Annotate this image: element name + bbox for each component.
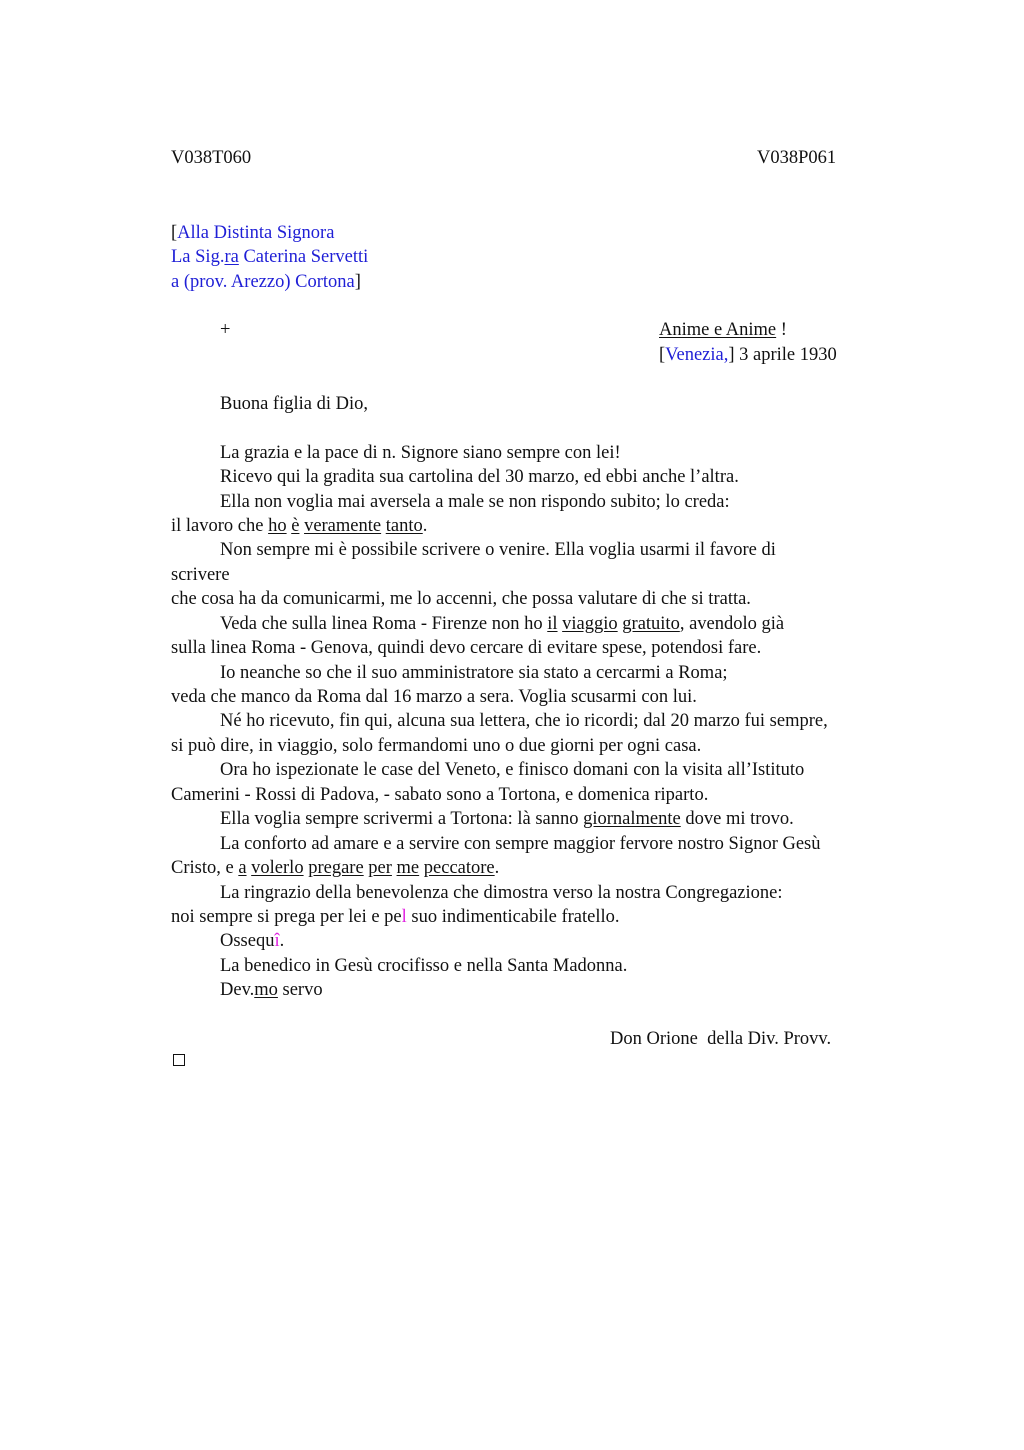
editorial-mark: l <box>401 907 407 927</box>
text-run: . <box>279 931 285 951</box>
address-recipient-name: Caterina Servetti <box>238 247 369 267</box>
end-box-icon <box>173 1054 185 1066</box>
body-line: Ella non voglia mai aversela a male se non rispondo subito; lo creda: <box>220 492 730 512</box>
underlined-abbrev: mo <box>254 980 278 1000</box>
place-date <box>659 343 837 367</box>
address-recipient-title: Alla Distinta Signora <box>177 223 335 243</box>
underlined-word: il <box>547 614 558 634</box>
address-line-1 <box>171 221 334 245</box>
body-line: La ringrazio della benevolenza che dimostra verso la nostra Congregazione: <box>220 883 783 903</box>
underlined-word: volerlo <box>251 858 304 878</box>
address-line-3 <box>171 270 361 294</box>
body-line: Ora ho ispezionate le case del Veneto, e finisco domani con la visita all’Istituto <box>220 760 805 780</box>
body-line: veda che manco da Roma dal 16 marzo a sera. Voglia scusarmi con lui. <box>171 687 697 707</box>
underlined-word: a <box>238 858 247 878</box>
bracket-close: ] <box>354 272 361 292</box>
body-line: La benedico in Gesù crocifisso e nella Santa Madonna. <box>220 956 628 976</box>
address-line-2 <box>171 245 368 269</box>
body-line: Io neanche so che il suo amministratore sia stato a cercarmi a Roma; <box>220 663 728 683</box>
text-run: servo <box>277 980 323 1000</box>
underlined-word: peccatore <box>423 858 495 878</box>
text-run: il lavoro che <box>171 516 269 536</box>
document-code-left: V038T060 <box>171 148 252 168</box>
body-line <box>220 612 784 636</box>
underlined-word: viaggio <box>562 614 618 634</box>
text-run: Cristo, e <box>171 858 239 878</box>
place: Venezia, <box>665 345 729 365</box>
text-run: . <box>422 516 428 536</box>
underlined-word: ho <box>268 516 287 536</box>
address-location: a (prov. Arezzo) Cortona <box>171 272 355 292</box>
motto-text: Anime e Anime <box>659 320 777 340</box>
body-line: La conforto ad amare e a servire con sempre maggior fervore nostro Signor Gesù <box>220 834 821 854</box>
place-bracket: [ <box>659 345 666 365</box>
text-run: suo indimenticabile fratello. <box>406 907 620 927</box>
body-line: La grazia e la pace di n. Signore siano sempre con lei! <box>220 443 621 463</box>
editorial-mark: î <box>274 931 280 951</box>
text-run: Ella voglia sempre scrivermi a Tortona: là sanno <box>220 809 584 829</box>
body-line: Ricevo qui la gradita sua cartolina del 30 marzo, ed ebbi anche l’altra. <box>220 467 739 487</box>
text-run: Veda che sulla linea Roma - Firenze non ho <box>220 614 548 634</box>
signature: Don Orione della Div. Provv. <box>610 1029 832 1049</box>
document-code-right: V038P061 <box>757 148 837 168</box>
underlined-word: me <box>396 858 420 878</box>
text-run: Dev. <box>220 980 255 1000</box>
text-run: noi sempre si prega per lei e pe <box>171 907 402 927</box>
text-run: Ossequ <box>220 931 275 951</box>
address-sig-abbrev: ra <box>224 247 239 267</box>
underlined-word: tanto <box>385 516 423 536</box>
body-line: Non sempre mi è possibile scrivere o venire. Ella voglia usarmi il favore di <box>220 540 776 560</box>
underlined-word: gratuito <box>622 614 680 634</box>
body-line: Né ho ricevuto, fin qui, alcuna sua lettera, che io ricordi; dal 20 marzo fui sempre, <box>220 711 828 731</box>
underlined-word: giornalmente <box>583 809 681 829</box>
body-line: Camerini - Rossi di Padova, - sabato sono a Tortona, e domenica riparto. <box>171 785 709 805</box>
date: ] 3 aprile 1930 <box>728 345 837 365</box>
text-run: , avendolo già <box>679 614 785 634</box>
body-line <box>171 856 499 880</box>
body-line: che cosa ha da comunicarmi, me lo accenni, che possa valutare di che si tratta. <box>171 589 751 609</box>
text-run: dove mi trovo. <box>680 809 794 829</box>
body-line <box>171 514 427 538</box>
body-line <box>220 929 284 953</box>
closing-line <box>220 978 323 1002</box>
body-line: sulla linea Roma - Genova, quindi devo cercare di evitare spese, potendosi fare. <box>171 638 762 658</box>
body-line: scrivere <box>171 565 230 585</box>
body-line <box>220 807 794 831</box>
motto <box>659 318 787 342</box>
motto-exclamation: ! <box>776 320 787 340</box>
underlined-word: pregare <box>308 858 364 878</box>
cross-symbol: + <box>220 320 231 340</box>
text-run: . <box>494 858 500 878</box>
address-sig-prefix: La Sig. <box>171 247 225 267</box>
salutation: Buona figlia di Dio, <box>220 394 368 414</box>
body-line <box>171 905 619 929</box>
underlined-word: per <box>368 858 392 878</box>
underlined-word: veramente <box>304 516 382 536</box>
body-line: si può dire, in viaggio, solo fermandomi uno o due giorni per ogni casa. <box>171 736 702 756</box>
bracket-open: [ <box>171 223 178 243</box>
underlined-word: è <box>291 516 300 536</box>
